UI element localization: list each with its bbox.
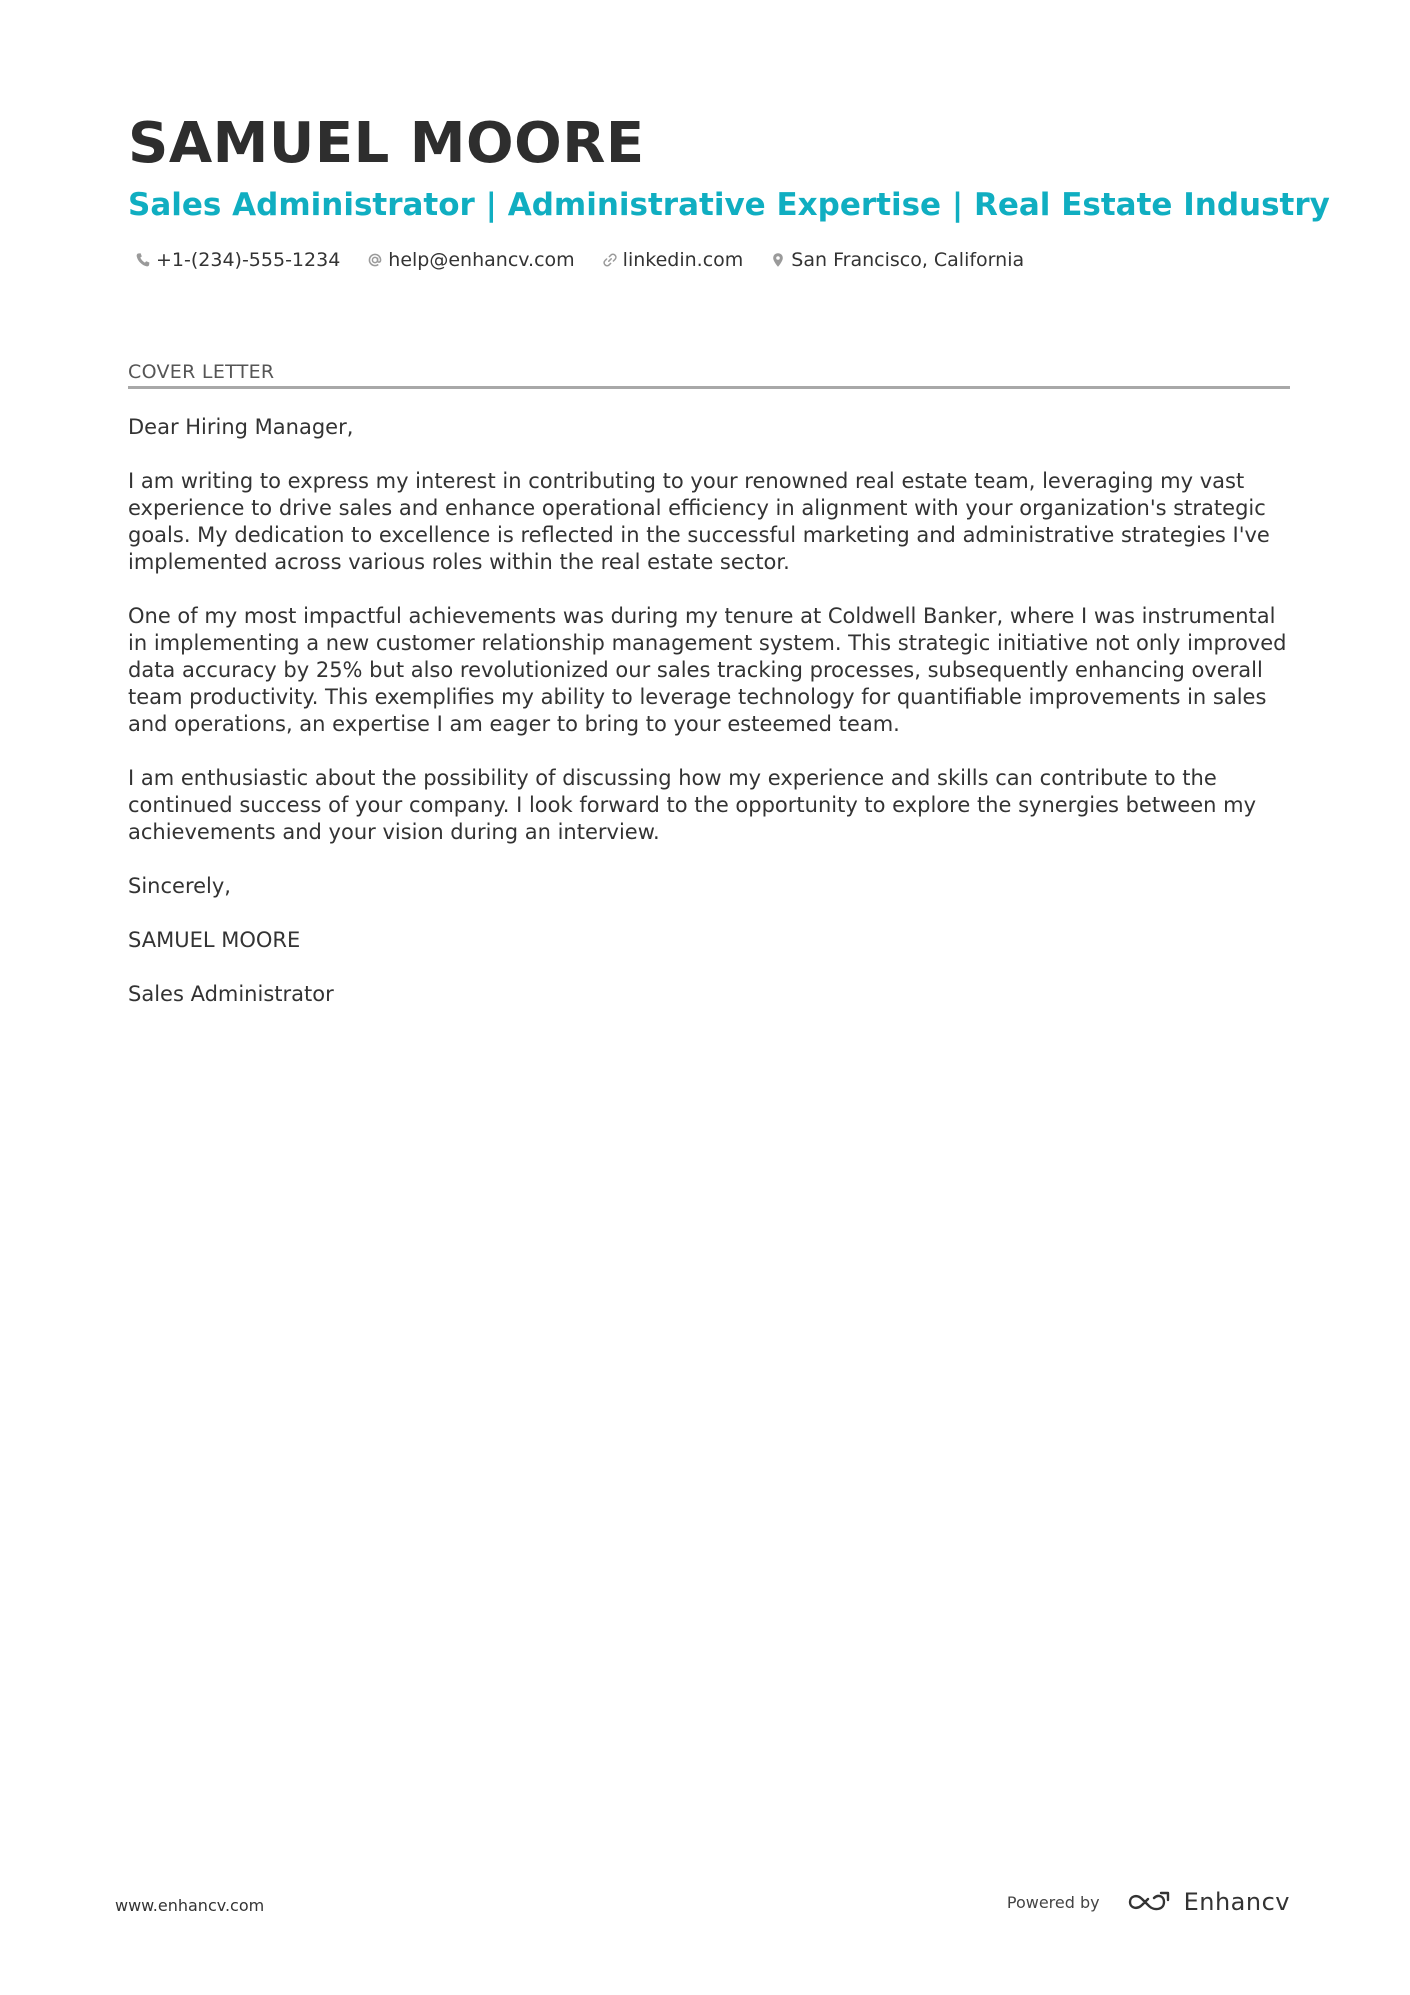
contact-phone (134, 246, 340, 274)
enhancv-logo-text: Enhancv (1183, 1888, 1290, 1916)
candidate-headline: Sales Administrator | Administrative Expertise | Real Estate Industry (128, 187, 1330, 223)
letter-paragraph: I am enthusiastic about the possibility of discussing how my experience and skills can contribute to the continued success of your company. I look forward to the opportunity to explore the synergies between my achievements and your vision during an interview. (128, 766, 1257, 844)
footer-branding[interactable] (1007, 1888, 1290, 1916)
contact-email-text: help@enhancv.com (388, 249, 575, 271)
candidate-name: SAMUEL MOORE (128, 111, 645, 176)
contact-location (769, 246, 1024, 274)
contact-info (134, 246, 1050, 274)
at-sign-icon (366, 251, 384, 269)
letter-greeting: Dear Hiring Manager, (128, 415, 354, 439)
footer-website-link[interactable]: www.enhancv.com (115, 1896, 265, 1915)
contact-location-text: San Francisco, California (791, 249, 1025, 271)
signature-name: SAMUEL MOORE (128, 928, 301, 952)
contact-website-text: linkedin.com (622, 249, 744, 271)
phone-icon (134, 251, 152, 269)
contact-email[interactable] (366, 246, 574, 274)
letter-body (128, 414, 1298, 1035)
section-title: COVER LETTER (128, 361, 275, 383)
signature-title: Sales Administrator (128, 982, 334, 1006)
enhancv-logo-icon (1126, 1889, 1172, 1915)
letter-closing: Sincerely, (128, 874, 231, 898)
section-divider (128, 386, 1290, 389)
link-icon (601, 251, 619, 269)
contact-phone-text: +1-(234)-555-1234 (156, 249, 341, 271)
letter-paragraph: One of my most impactful achievements was during my tenure at Coldwell Banker, where I was instrumental in implementing a new customer relationship management system. This strategic initiative not only improved data accuracy by 25% but also revolutionized our sales tracking processes, subsequently enhancing overall team productivity. This exemplifies my ability to leverage technology for quantifiable improvements in sales and operations, an expertise I am eager to bring to your esteemed team. (128, 604, 1287, 736)
location-pin-icon (769, 251, 787, 269)
contact-website[interactable] (601, 246, 744, 274)
letter-paragraph: I am writing to express my interest in contributing to your renowned real estate team, leveraging my vast experience to drive sales and enhance operational efficiency in alignment with your organization's strategic goals. My dedication to excellence is reflected in the successful marketing and administrative strategies I've implemented across various roles within the real estate sector. (128, 469, 1270, 574)
powered-by-label: Powered by (1006, 1892, 1100, 1912)
